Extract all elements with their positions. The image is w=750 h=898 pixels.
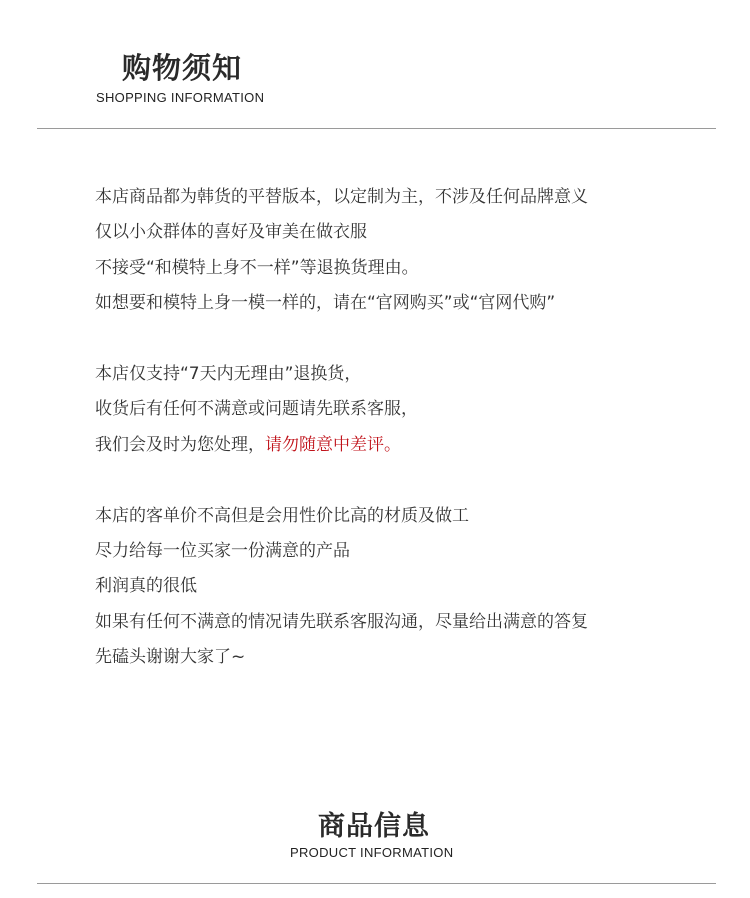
top-divider (37, 128, 716, 129)
product-info-subtitle: PRODUCT INFORMATION (290, 845, 454, 860)
shopping-notice-body (95, 183, 705, 678)
notice-line: 不接受“和模特上身不一样”等退换货理由。 (95, 257, 419, 278)
notice-line: 本店的客单价不高但是会用性价比高的材质及做工 (95, 505, 469, 526)
no-negative-review-warning: 请勿随意中差评。 (265, 434, 401, 455)
notice-line: 尽力给每一位买家一份满意的产品 (95, 540, 350, 561)
shopping-info-title: 购物须知 (122, 51, 243, 85)
notice-line: 如果有任何不满意的情况请先联系客服沟通，尽量给出满意的答复 (95, 611, 588, 632)
notice-line: 先磕头谢谢大家了~ (95, 647, 246, 668)
notice-line: 利润真的很低 (95, 576, 197, 597)
notice-line-with-warning (95, 431, 705, 466)
notice-line-prefix: 我们会及时为您处理， (95, 434, 265, 455)
shopping-info-subtitle: SHOPPING INFORMATION (96, 90, 265, 105)
paragraph-gap (95, 466, 705, 501)
notice-line: 仅以小众群体的喜好及审美在做衣服 (95, 222, 367, 243)
paragraph-gap (95, 325, 705, 360)
notice-line: 本店仅支持“7天内无理由”退换货， (95, 363, 362, 384)
notice-line: 收货后有任何不满意或问题请先联系客服， (95, 399, 418, 420)
bottom-divider (37, 883, 716, 884)
notice-line: 本店商品都为韩货的平替版本，以定制为主，不涉及任何品牌意义 (95, 187, 588, 207)
product-info-title: 商品信息 (318, 811, 430, 842)
notice-line: 如想要和模特上身一模一样的，请在“官网购买”或“官网代购” (95, 293, 556, 314)
